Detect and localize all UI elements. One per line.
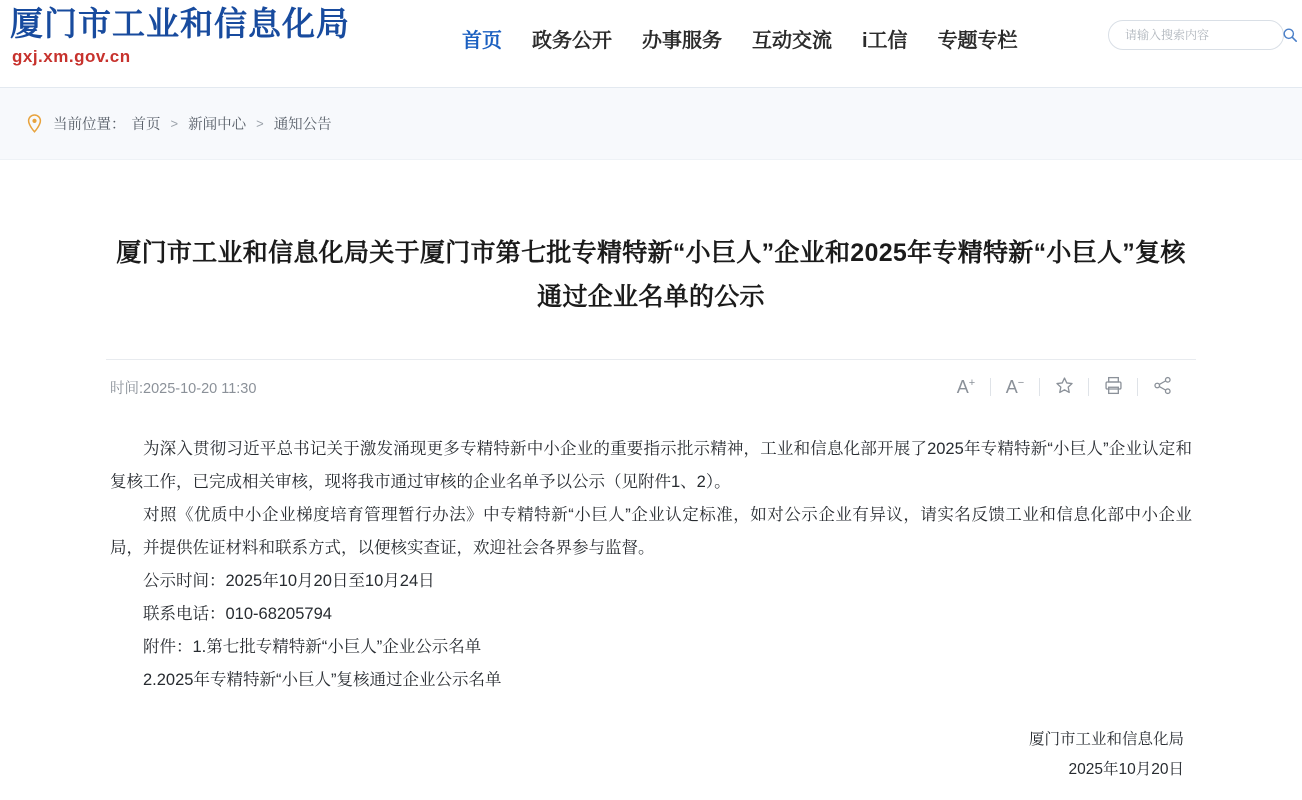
breadcrumb-separator: >: [170, 116, 179, 131]
publish-time: 时间:2025-10-20 11:30: [110, 380, 257, 397]
signer-name: 厦门市工业和信息化局: [1028, 730, 1184, 748]
location-pin-icon: [26, 114, 43, 134]
search-box[interactable]: [1108, 20, 1284, 50]
contact-phone: 联系电话：010-68205794: [143, 604, 332, 623]
attachment-item-1[interactable]: 附件：1.第七批专精特新“小巨人”企业公示名单: [143, 637, 482, 656]
font-decrease-button[interactable]: A−: [1005, 377, 1025, 398]
breadcrumb: [0, 88, 1302, 160]
breadcrumb-item-news-center[interactable]: 新闻中心: [188, 117, 247, 133]
breadcrumb-item-notices[interactable]: 通知公告: [273, 117, 332, 133]
share-icon[interactable]: [1138, 375, 1186, 399]
nav-item-government-affairs[interactable]: 政务公开: [532, 29, 612, 52]
brand-domain: gxj.xm.gov.cn: [12, 47, 131, 66]
article-body: [106, 415, 1196, 697]
site-header: [0, 0, 1302, 88]
nav-item-interaction[interactable]: 互动交流: [752, 29, 832, 52]
article-meta-row: [106, 359, 1196, 415]
page-title: 厦门市工业和信息化局关于厦门市第七批专精特新“小巨人”企业和2025年专精特新“小巨人”复核 通过企业名单的公示: [116, 238, 1186, 311]
font-increase-button[interactable]: A+: [956, 377, 976, 398]
notice-period: 公示时间：2025年10月20日至10月24日: [143, 571, 435, 590]
breadcrumb-separator: >: [256, 116, 264, 131]
breadcrumb-label: 当前位置：: [53, 117, 126, 133]
article-paragraph: 为深入贯彻习近平总书记关于激发涌现更多专精特新中小企业的重要指示批示精神，工业和信息化部开展了2025年专精特新“小巨人”企业认定和复核工作，已完成相关审核，现将我市通过审核的企业名单予以公示（见附件1、2）。: [110, 439, 1192, 491]
article-paragraph: 对照《优质中小企业梯度培育管理暂行办法》中专精特新“小巨人”企业认定标准，如对公示企业有异议，请实名反馈工业和信息化部中小企业局，并提供佐证材料和联系方式，以便核实查证，欢迎社会各界参与监督。: [110, 505, 1192, 557]
print-icon[interactable]: [1089, 375, 1137, 399]
article-container: [106, 160, 1196, 785]
article-signature: [106, 725, 1196, 785]
site-brand[interactable]: [10, 0, 450, 67]
nav-item-special-columns[interactable]: 专题专栏: [937, 29, 1018, 52]
sign-date: 2025年10月20日: [1068, 760, 1184, 778]
search-icon[interactable]: [1282, 27, 1298, 43]
article-toolbar: [942, 375, 1186, 399]
breadcrumb-item-home[interactable]: 首页: [131, 117, 161, 133]
nav-item-i-gongxin[interactable]: i工信: [862, 29, 908, 52]
attachment-item-2[interactable]: 2.2025年专精特新“小巨人”复核通过企业公示名单: [143, 670, 502, 689]
search-input[interactable]: [1123, 27, 1282, 43]
nav-item-home[interactable]: 首页: [462, 29, 502, 52]
nav-item-services[interactable]: 办事服务: [642, 29, 722, 52]
favorite-star-icon[interactable]: [1040, 375, 1088, 399]
main-navigation: [450, 0, 1108, 76]
brand-title: 厦门市工业和信息化局: [10, 4, 350, 43]
